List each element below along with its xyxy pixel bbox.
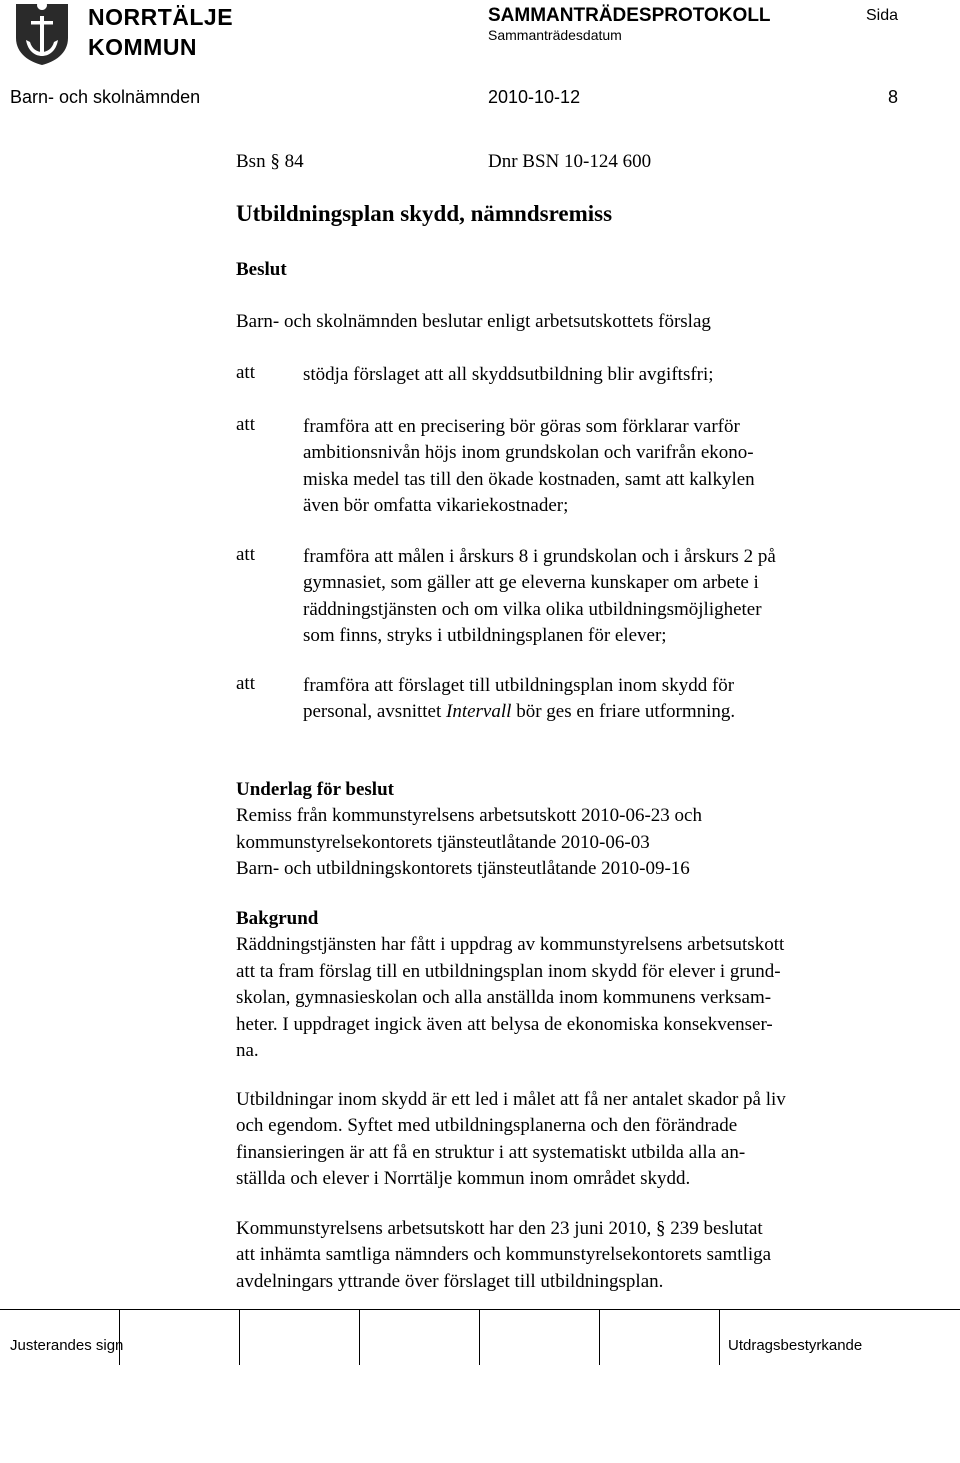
footer-cell [120,1309,240,1365]
meeting-date: 2010-10-12 [488,87,581,107]
bakgrund-line: och egendom. Syftet med utbildningsplanerna och den förändrade [236,1115,738,1137]
item-text: personal, avsnittet [303,701,446,723]
underlag-heading: Underlag för beslut [236,779,394,800]
bakgrund-heading: Bakgrund [236,908,319,929]
bakgrund-section [236,906,896,1064]
item-line: som finns, stryks i utbildningsplanen för elever; [303,625,667,647]
underlag-section [236,777,896,883]
beslut-item-1 [303,362,883,388]
municipality-logo [12,2,72,66]
item-emphasis: Intervall [446,701,512,723]
utdragsbestyrkande-label: Utdragsbestyrkande [728,1337,863,1354]
case-dnr: Dnr BSN 10-124 600 [488,151,652,172]
protocol-title: SAMMANTRÄDESPROTOKOLL [488,5,771,26]
item-line [303,699,883,725]
page-number: 8 [888,87,899,107]
bakgrund-line: heter. I uppdraget ingick även att belysa de ekonomiska konsekvenser- [236,1013,773,1035]
bakgrund-line: att ta fram förslag till en utbildningsplan inom skydd för elever i grund- [236,960,781,982]
att-label-1: att [236,362,255,383]
bakgrund-line: avdelningars yttrande över förslaget till utbildningsplan. [236,1270,664,1292]
committee-name: Barn- och skolnämnden [10,87,201,107]
bakgrund-paragraph-2 [236,1087,896,1193]
footer-cell [600,1309,720,1365]
bakgrund-line: na. [236,1040,259,1062]
footer-cell [360,1309,480,1365]
bakgrund-line: skolan, gymnasieskolan och alla anställda inom kommunens verksam- [236,987,772,1009]
item-line: räddningstjänsten och om vilka olika utbildningsmöjligheter [303,598,762,620]
justerandes-sign-label: Justerandes sign [10,1337,124,1354]
footer-cell [240,1309,360,1365]
case-title: Utbildningsplan skydd, nämndsremiss [236,201,613,226]
bakgrund-line: Räddningstjänsten har fått i uppdrag av kommunstyrelsens arbetsutskott [236,934,785,956]
underlag-line: Barn- och utbildningskontorets tjänsteutlåtande 2010-09-16 [236,858,690,880]
bakgrund-line: Utbildningar inom skydd är ett led i målet att få ner antalet skador på liv [236,1089,786,1110]
page-label: Sida [866,7,899,24]
item-line: miska medel tas till den ökade kostnaden, samt att kalkylen [303,468,755,490]
item-line: framföra att en precisering bör göras som förklarar varför [303,416,740,437]
beslut-intro: Barn- och skolnämnden beslutar enligt arbetsutskottets förslag [236,311,711,332]
att-label-4: att [236,673,255,694]
underlag-line: Remiss från kommunstyrelsens arbetsutskott 2010-06-23 och [236,805,702,827]
paragraph-ref: Bsn § 84 [236,151,304,172]
underlag-line: kommunstyrelsekontorets tjänsteutlåtande 2010-06-03 [236,831,650,853]
item-line: framföra att förslaget till utbildningsplan inom skydd för [303,675,735,696]
item-text: bör ges en friare utformning. [511,701,736,723]
anchor-crest-icon [12,2,72,66]
item-line: även bör omfatta vikariekostnader; [303,495,569,517]
bakgrund-line: ställda och elever i Norrtälje kommun inom området skydd. [236,1168,691,1190]
item-line: stödja förslaget att all skyddsutbildning blir avgiftsfri; [303,364,714,385]
bakgrund-paragraph-3 [236,1216,896,1295]
att-label-3: att [236,544,255,565]
footer-cell [480,1309,600,1365]
org-name-line1: NORRTÄLJE [88,4,234,30]
signature-footer [0,1309,960,1365]
att-label-2: att [236,414,255,435]
beslut-heading: Beslut [236,259,287,280]
beslut-item-3 [303,544,883,650]
item-line: framföra att målen i årskurs 8 i grundskolan och i årskurs 2 på [303,546,776,567]
bakgrund-line: finansieringen är att få en struktur i att systematiskt utbilda alla an- [236,1141,746,1163]
bakgrund-line: att inhämta samtliga nämnders och kommunstyrelsekontorets samtliga [236,1244,772,1266]
org-name-line2: KOMMUN [88,34,198,60]
item-line: gymnasiet, som gäller att ge eleverna kunskaper om arbete i [303,572,759,594]
beslut-item-4 [303,673,883,726]
item-line: ambitionsnivån höjs inom grundskolan och varifrån ekono- [303,442,754,464]
protocol-subtitle: Sammanträdesdatum [488,27,622,43]
beslut-item-2 [303,414,883,520]
bakgrund-line: Kommunstyrelsens arbetsutskott har den 23 juni 2010, § 239 beslutat [236,1218,763,1239]
